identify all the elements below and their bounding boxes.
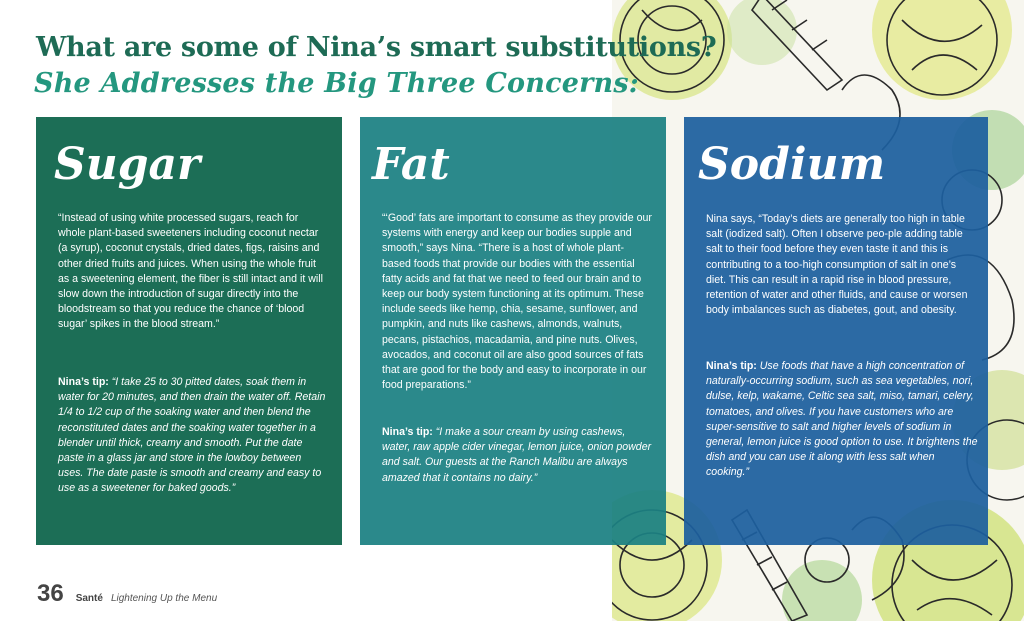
sugar-title: Sugar [54,139,201,190]
page-footer [37,580,217,610]
sodium-title: Sodium [698,139,886,190]
fat-quote: “‘Good’ fats are important to consume as they provide our systems with energy and keep our bodies supple and smooth,” says Nina. “There is a host of whole plant-based foods that provide our bodies with the essential fatty acids and fat that we need to feed our brain and to keep our body system functioning at its optimum. These include seeds like hemp, chia, sesame, sunflower, and pumpkin, and nuts like cashews, almonds, walnuts, pecans, pistachios, macadamia, and pine nuts. Olives, avocados, and coconut oil are also good sources of fats that are good for the body and easy to incorporate in our food preparations.” [382,212,652,392]
fat-tip-text: “I make a sour cream by using cashews, water, raw apple cider vinegar, lemon juice, onion powder and salt. Our guests at the Ranch Malibu are always amazed that it contains no dairy.” [382,426,652,484]
sodium-panel [684,117,988,545]
page-number: 36 [37,580,64,607]
sodium-tip [706,359,978,481]
magazine-brand: Santé [75,593,103,604]
fat-title: Fat [372,139,450,190]
page-subhead: She Addresses the Big Three Concerns: [34,68,639,99]
sugar-tip-label: Nina’s tip: [58,376,109,388]
page-headline: What are some of Nina’s smart substitutions? [36,32,717,63]
fat-tip [382,425,652,486]
fat-panel [360,117,666,545]
fat-tip-label: Nina’s tip: [382,426,433,438]
sodium-tip-label: Nina’s tip: [706,360,757,372]
sugar-panel [36,117,342,545]
section-name: Lightening Up the Menu [110,593,218,604]
sugar-tip [58,375,328,497]
sodium-quote: Nina says, “Today’s diets are generally too high in table salt (iodized salt). Often I observe peo-ple adding table salt to their food before they even taste it and this is contributing to a too-high consumption of salt in one’s diet. This can result in a rapid rise in blood pressure, retention of water and other fluids, and cause or worsen body imbalances such as diabetes, gout, and obesity. [706,213,968,317]
sodium-tip-text: Use foods that have a high concentration of naturally-occurring sodium, such as sea vegetables, nori, dulse, kelp, wakame, Celtic sea salt, miso, tamari, celery, tomatoes, and olives. If you have customers who are super-sensitive to salt and higher levels of sodium in general, lemon juice is good option to use. It brightens the dish and you can use it along with less salt when cooking.” [706,360,978,479]
sugar-quote: “Instead of using white processed sugars, reach for whole plant-based sweeteners including coconut nectar (a syrup), coconut crystals, dried dates, figs, raisins and other dried fruits and juices. When using the whole fruit as a sweetening element, the fiber is still intact and it will slow down the introduction of sugar directly into the bloodstream so that you reduce the chance of ‘blood sugar’ spikes in the blood stream.” [58,212,323,331]
sugar-tip-text: “I take 25 to 30 pitted dates, soak them in water for 20 minutes, and then drain the water off. Retain 1/4 to 1/2 cup of the soaking water and then blend the reconstituted dates and the soaking water together in a blender until thick, creamy and smooth. Put the date paste in a glass jar and store in the lowboy between uses. The date paste is smooth and creamy and easy to use as a sweetener for baked goods.” [58,376,326,495]
